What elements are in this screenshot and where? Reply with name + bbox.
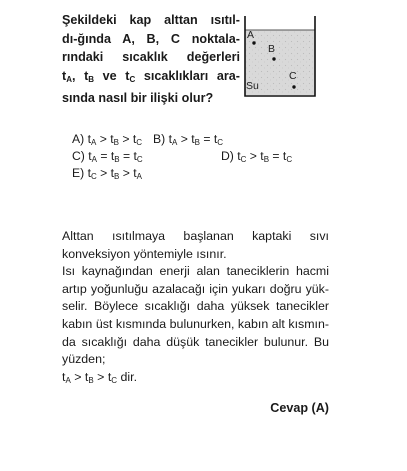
answer-line: Isı kaynağından enerji alan taneciklerin hacmi — [62, 264, 329, 279]
answer-line: da sıcaklığı daha düşük tanecikler bulunur. Bu — [62, 334, 329, 349]
question-line: $t_A$, $t_B$ ve $t_C$ sıcaklıkları ara- — [62, 68, 240, 84]
answer-text — [62, 228, 329, 389]
question-line: dı-ğında A, B, C noktala- — [62, 31, 240, 46]
answer-key: Cevap (A) — [270, 401, 329, 415]
point-b-dot — [272, 57, 275, 60]
answer-line: artıp yoğunluğu azalacağı için yukarı doğru yük- — [62, 281, 329, 296]
answer-line: selir. Böylece sıcaklığı daha yüksek tanecikler — [62, 299, 329, 314]
question-line: Şekildeki kap alttan ısıtıl- — [62, 13, 240, 27]
question-line: sında nasıl bir ilişki olur? — [62, 91, 214, 106]
answer-line: kabın üst kısmında bulunurken, kabın alt kısmın- — [62, 316, 329, 331]
question-line: rındaki sıcaklık değerleri — [62, 50, 240, 65]
label-c: C — [289, 70, 297, 82]
point-c-dot — [292, 85, 295, 88]
question-text — [62, 11, 240, 108]
option-d: D) $t_C > t_B = t_C$ — [221, 149, 293, 164]
label-water: Su — [246, 80, 259, 92]
answer-line: $t_A > t_B > t_C$ dir. — [62, 369, 138, 385]
point-a-dot — [252, 41, 255, 44]
option-a: A) $t_A > t_B > t_C$ — [72, 132, 142, 147]
option-c: C) $t_A = t_B = t_C$ — [72, 149, 143, 164]
option-e: E) $t_C > t_B > t_A$ — [72, 166, 142, 181]
container-figure — [242, 10, 318, 98]
answer-line: konveksiyon yöntemiyle ısınır. — [62, 246, 227, 261]
option-b: B) $t_A > t_B = t_C$ — [153, 132, 223, 147]
answer-line: Alttan ısıtılmaya başlanan kaptaki sıvı — [62, 229, 329, 243]
answer-line: yüzden; — [62, 352, 106, 367]
label-b: B — [268, 43, 276, 55]
label-a: A — [247, 29, 255, 41]
